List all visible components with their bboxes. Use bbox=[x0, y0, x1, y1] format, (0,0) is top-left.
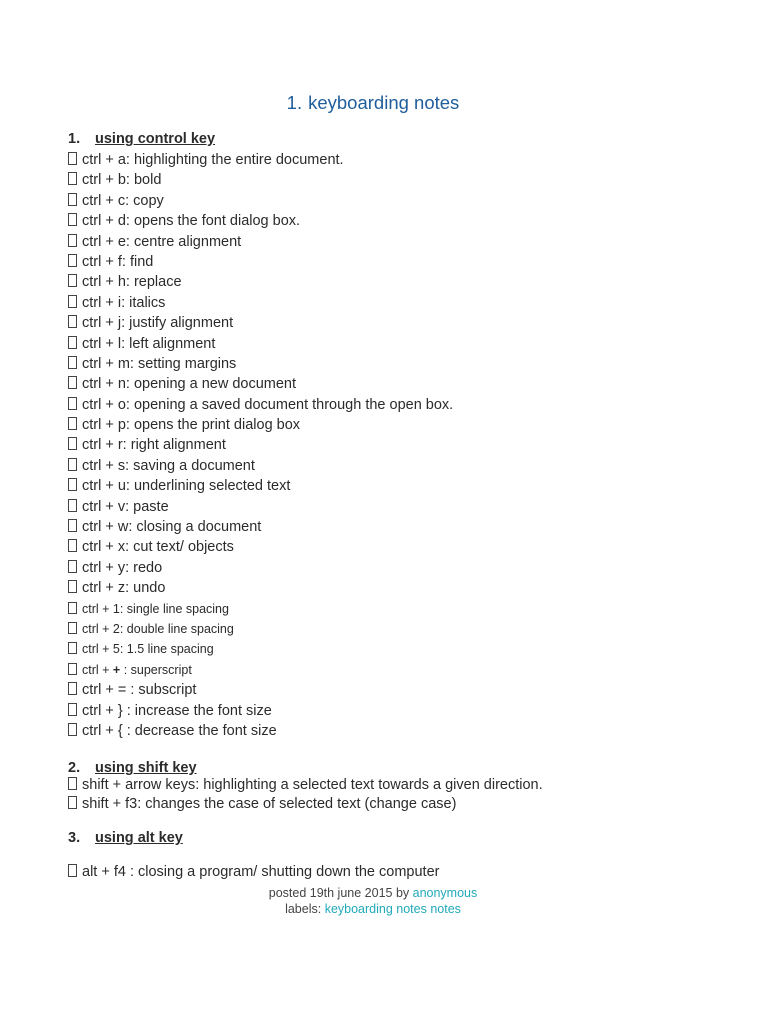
shift-key-list bbox=[68, 776, 543, 814]
bullet-icon bbox=[68, 417, 77, 430]
list-item: ctrl + c: copy bbox=[68, 191, 453, 211]
section-heading-shift bbox=[68, 760, 197, 776]
list-item: ctrl + e: centre alignment bbox=[68, 232, 453, 252]
post-footer bbox=[0, 886, 746, 917]
section-title: using shift key bbox=[95, 760, 197, 776]
list-item: ctrl + n: opening a new document bbox=[68, 374, 453, 394]
author-link[interactable]: anonymous bbox=[412, 886, 478, 900]
bullet-icon bbox=[68, 796, 77, 809]
bullet-icon bbox=[68, 376, 77, 389]
bullet-icon bbox=[68, 152, 77, 165]
bullet-icon bbox=[68, 864, 77, 877]
section-heading-alt bbox=[68, 830, 183, 846]
bullet-icon bbox=[68, 580, 77, 593]
bullet-icon bbox=[68, 519, 77, 532]
list-item: ctrl + y: redo bbox=[68, 558, 453, 578]
bullet-icon bbox=[68, 193, 77, 206]
list-item: ctrl + = : subscript bbox=[68, 680, 453, 700]
labels-line: labels: keyboarding notes notes bbox=[285, 901, 461, 916]
bullet-icon bbox=[68, 478, 77, 491]
bullet-icon bbox=[68, 356, 77, 369]
list-item: ctrl + } : increase the font size bbox=[68, 701, 453, 721]
title-text: keyboarding notes bbox=[308, 92, 460, 113]
list-item: ctrl + f: find bbox=[68, 252, 453, 272]
list-item: ctrl + m: setting margins bbox=[68, 354, 453, 374]
list-item: ctrl + j: justify alignment bbox=[68, 313, 453, 333]
bullet-icon bbox=[68, 642, 77, 654]
list-item: ctrl + s: saving a document bbox=[68, 456, 453, 476]
list-item: ctrl + o: opening a saved document through the open box. bbox=[68, 395, 453, 415]
bullet-icon bbox=[68, 274, 77, 287]
bullet-icon bbox=[68, 172, 77, 185]
list-item: ctrl + + : superscript bbox=[68, 660, 453, 680]
list-item: ctrl + 5: 1.5 line spacing bbox=[68, 639, 453, 659]
list-item: ctrl + v: paste bbox=[68, 497, 453, 517]
list-item: shift + arrow keys: highlighting a selected text towards a given direction. bbox=[68, 776, 543, 795]
list-item: ctrl + p: opens the print dialog box bbox=[68, 415, 453, 435]
bullet-icon bbox=[68, 682, 77, 695]
alt-key-list bbox=[68, 862, 439, 882]
title-number: 1. bbox=[286, 92, 303, 113]
list-item: ctrl + h: replace bbox=[68, 272, 453, 292]
bullet-icon bbox=[68, 234, 77, 247]
bullet-icon bbox=[68, 315, 77, 328]
list-item: ctrl + a: highlighting the entire document. bbox=[68, 150, 453, 170]
list-item: ctrl + 2: double line spacing bbox=[68, 619, 453, 639]
bullet-icon bbox=[68, 397, 77, 410]
list-item: ctrl + l: left alignment bbox=[68, 334, 453, 354]
section-number: 1. bbox=[68, 131, 81, 147]
section-number: 2. bbox=[68, 760, 81, 776]
section-title: using control key bbox=[95, 131, 216, 147]
bullet-icon bbox=[68, 458, 77, 471]
list-item: ctrl + r: right alignment bbox=[68, 435, 453, 455]
page-title bbox=[0, 92, 746, 114]
list-item: ctrl + b: bold bbox=[68, 170, 453, 190]
list-item: ctrl + z: undo bbox=[68, 578, 453, 598]
list-item: ctrl + i: italics bbox=[68, 293, 453, 313]
bullet-icon bbox=[68, 602, 77, 614]
section-title: using alt key bbox=[95, 830, 183, 846]
bullet-icon bbox=[68, 213, 77, 226]
bullet-icon bbox=[68, 539, 77, 552]
bullet-icon bbox=[68, 560, 77, 573]
bullet-icon bbox=[68, 295, 77, 308]
section-number: 3. bbox=[68, 830, 81, 846]
bullet-icon bbox=[68, 703, 77, 716]
list-item: alt + f4 : closing a program/ shutting down the computer bbox=[68, 862, 439, 882]
bullet-icon bbox=[68, 254, 77, 267]
bullet-icon bbox=[68, 437, 77, 450]
list-item: ctrl + x: cut text/ objects bbox=[68, 537, 453, 557]
list-item: ctrl + 1: single line spacing bbox=[68, 599, 453, 619]
posted-line: posted 19th june 2015 by anonymous bbox=[268, 886, 478, 900]
bullet-icon bbox=[68, 663, 77, 675]
bullet-icon bbox=[68, 336, 77, 349]
bullet-icon bbox=[68, 723, 77, 736]
list-item: ctrl + { : decrease the font size bbox=[68, 721, 453, 741]
list-item: ctrl + u: underlining selected text bbox=[68, 476, 453, 496]
list-item: ctrl + w: closing a document bbox=[68, 517, 453, 537]
list-item: ctrl + d: opens the font dialog box. bbox=[68, 211, 453, 231]
bullet-icon bbox=[68, 499, 77, 512]
control-key-list bbox=[68, 150, 453, 741]
bullet-icon bbox=[68, 622, 77, 634]
section-heading-control bbox=[68, 131, 215, 147]
list-item: shift + f3: changes the case of selected text (change case) bbox=[68, 795, 543, 814]
labels-link[interactable]: keyboarding notes notes bbox=[324, 901, 461, 916]
bullet-icon bbox=[68, 777, 77, 790]
